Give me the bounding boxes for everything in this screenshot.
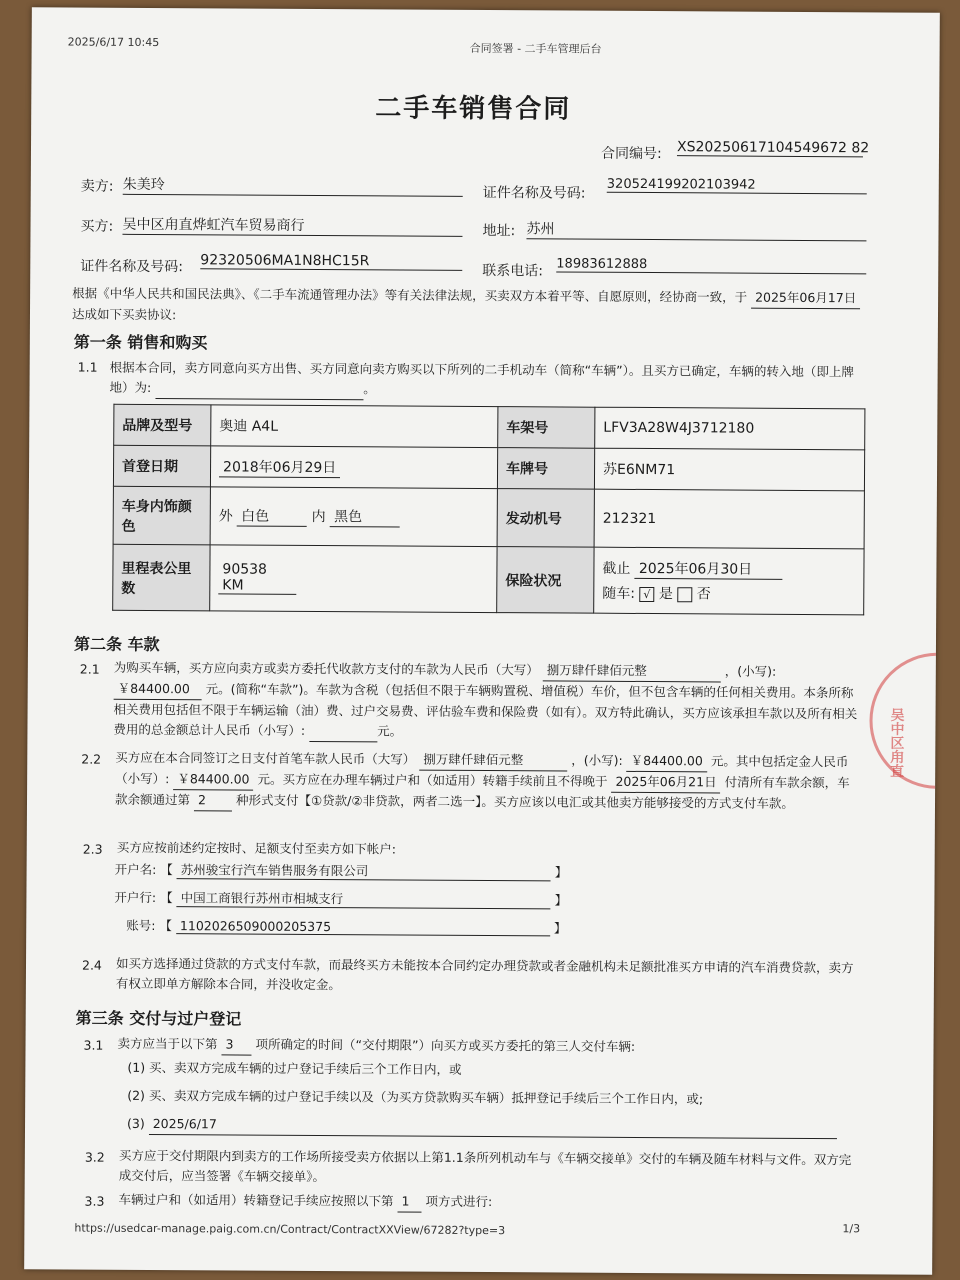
clause-2-1-b: ，(小写): [724, 663, 777, 679]
preamble-tail: 达成如下买卖协议: [71, 306, 177, 323]
buyer-phone-label: 联系电话: [482, 262, 544, 280]
clause-2-2-number: 2.2 [81, 751, 102, 767]
buyer-id-label: 证件名称及号码: [80, 258, 184, 276]
account-name: 苏州骏宝行汽车销售服务有限公司 [177, 860, 551, 881]
clause-2-1-end: 元。 [377, 723, 403, 739]
clause-2-1-lower: ￥84400.00 [114, 679, 202, 701]
clause-2-1-upper: 捌万肆仟肆佰元整 [543, 660, 721, 682]
article2-title: 第二条 车款 [73, 634, 160, 655]
clause-2-2-upper: 捌万肆仟肆佰元整 [419, 750, 567, 772]
clause-3-3-a: 车辆过户和（如适用）转籍登记手续应按照以下第 [118, 1191, 394, 1209]
clause-2-2-f: 种形式支付【①贷款/②非贷款，两者二选一】。买方应该以电汇或其他卖方能够接受的方式支付车款。 [235, 792, 794, 811]
engine-label: 发动机号 [497, 489, 594, 548]
delivery-item: 3 [221, 1034, 251, 1055]
account-number-rbracket: 】 [553, 920, 567, 936]
brand-label: 品牌及型号 [114, 404, 211, 446]
transfer-item: 1 [398, 1191, 422, 1212]
preamble [72, 283, 872, 329]
print-datetime: 2025/6/17 10:45 [67, 35, 160, 50]
yes-checkbox[interactable]: √ [639, 586, 654, 601]
account-name-lbracket: 【 [160, 862, 173, 878]
registration-place-blank [155, 378, 363, 400]
buyer-label: 买方: [80, 218, 114, 235]
article1-title: 第一条 销售和购买 [73, 332, 208, 353]
clause-3-3 [119, 1190, 493, 1213]
exterior-color: 白色 [237, 506, 307, 527]
page-number: 1/3 [842, 1222, 861, 1236]
contract-number: XS20250617104549672 82 [676, 139, 870, 157]
registration-date-cell [210, 446, 497, 489]
insurance-until-label: 截止 [602, 560, 631, 577]
plate-label: 车牌号 [497, 448, 594, 490]
clause-3-2-number: 3.2 [84, 1149, 105, 1165]
clause-1-1 [109, 358, 869, 404]
no-checkbox[interactable] [677, 587, 692, 602]
clause-3-1-number: 3.1 [83, 1037, 104, 1053]
bank-label: 开户行: [114, 889, 157, 906]
clause-2-2-d: 元。买方应在办理车辆过户和（如适用）转籍手续前且不得晚于 [257, 771, 608, 789]
delivery-option-3-date: 2025/6/17 [149, 1114, 837, 1139]
buyer-address-label: 地址: [482, 222, 516, 240]
bank-name: 中国工商银行苏州市相城支行 [177, 888, 551, 909]
account-number: 1102026509000205375 [176, 918, 550, 936]
delivery-option-3-label: (3) [127, 1115, 145, 1131]
insurance-until: 2025年06月30日 [635, 558, 783, 580]
clause-1-1-text: 根据本合同，卖方同意向买方出售、买方同意向卖方购买以下所列的二手机动车（简称“车辆”）。且买方已确定，车辆的转入地（即上牌地）为: [109, 359, 854, 395]
vin-label: 车架号 [498, 407, 595, 449]
clause-2-1-c: 元。(简称“车款”)。车款为含税（包括但不限于车辆购置税、增值税）车价，但不包含车辆的任何相关费用。本条所称相关费用包括但不限于车辆运输（油）费、过户交易费、评估验车费和保险费（如有）。双方特此确认，买方应该承担车款以及所有相关费用的总金额总计人民币（小写）: [113, 681, 858, 738]
clause-2-2-lower: ￥84400.00 [627, 751, 707, 772]
color-label: 车身内饰颜色 [113, 486, 210, 545]
clause-2-2-a: 买方应在本合同签订之日支付首笔车款人民币（大写） [115, 749, 416, 767]
clause-1-1-number: 1.1 [77, 359, 98, 375]
seal-text: 吴中区甪直 [888, 707, 905, 778]
clause-3-1 [117, 1034, 635, 1058]
vehicle-table [112, 404, 865, 616]
clause-3-2-text: 买方应于交付期限内到卖方的工作场所接受卖方依据以上第1.1条所列机动车与《车辆交接单》交付的车辆及随车材料与文件。双方完成交付后，应当签署《车辆交接单》。 [118, 1147, 852, 1185]
company-seal [869, 652, 940, 789]
article3-title: 第三条 交付与过户登记 [75, 1008, 242, 1029]
clause-3-3-b: 项方式进行: [425, 1193, 493, 1210]
clause-2-1 [113, 658, 861, 746]
registration-date-value: 2018年06月29日 [219, 456, 340, 478]
clause-2-1-a: 为购买车辆，买方应向卖方或卖方委托代收款方支付的车款为人民币（大写） [113, 659, 539, 678]
account-number-row [126, 916, 566, 937]
document-title: 二手车销售合同 [375, 93, 572, 125]
account-name-row [115, 860, 568, 882]
clause-2-3-text: 买方应按前述约定按时、足额支付至卖方如下帐户: [116, 839, 396, 857]
clause-3-3-number: 3.3 [84, 1193, 105, 1209]
bank-lbracket: 【 [160, 890, 173, 906]
contract-number-label: 合同编号: [600, 145, 662, 163]
registration-date-label: 首登日期 [113, 445, 210, 487]
seller-id: 320524199202103942 [607, 177, 867, 195]
print-page-title: 合同签署 - 二手车管理后台 [469, 41, 602, 56]
clause-2-3-number: 2.3 [82, 841, 103, 857]
buyer-id: 92320506MA1N8HC15R [200, 252, 462, 271]
clause-2-2 [115, 748, 861, 816]
mileage-label: 里程表公里数 [113, 544, 210, 611]
clause-2-2-b: ，(小写): [571, 752, 623, 768]
account-name-label: 开户名: [114, 861, 157, 878]
brand-value: 奥迪 A4L [211, 405, 498, 448]
balance-deadline: 2025年06月21日 [611, 772, 720, 794]
total-amount-blank [309, 721, 377, 742]
clause-2-2-c: 元。其中包括定金人民币（小写）: [115, 753, 849, 787]
account-name-rbracket: 】 [554, 864, 568, 880]
contract-page [24, 7, 940, 1275]
buyer-name: 吴中区甪直烨虹汽车贸易商行 [122, 214, 462, 237]
exterior-label: 外 [218, 508, 233, 525]
with-car-label: 随车: [602, 585, 636, 602]
deposit-amount: ￥84400.00 [173, 769, 253, 790]
seller-name: 朱美玲 [123, 174, 463, 197]
account-number-lbracket: 【 [159, 918, 173, 934]
clause-2-4-number: 2.4 [81, 957, 102, 973]
no-label: 否 [696, 586, 711, 603]
buyer-phone: 18983612888 [556, 256, 866, 274]
clause-1-1-end: 。 [363, 381, 376, 397]
clause-2-2-e: 付清所有车款余额，车款余额通过第 [114, 774, 850, 808]
mileage-value: 90538 KM [218, 561, 296, 594]
payment-method: 2 [194, 790, 232, 811]
engine-value: 212321 [594, 489, 864, 549]
interior-label: 内 [311, 508, 326, 526]
clause-2-4-text: 如买方选择通过贷款的方式支付车款，而最终买方未能按本合同约定办理贷款或者金融机构未足额批准买方申请的汽车消费贷款，卖方有权立即单方解除本合同，并没收定金。 [115, 955, 854, 993]
bank-row [114, 888, 567, 910]
buyer-address: 苏州 [526, 218, 866, 241]
yes-label: 是 [658, 586, 673, 603]
insurance-cell [594, 547, 864, 615]
preamble-text: 根据《中华人民共和国民法典》、《二手车流通管理办法》等有关法律法规，买卖双方本着平等、自愿原则，经协商一致，于 [72, 285, 748, 305]
delivery-option-2: (2) 买、卖双方完成车辆的过户登记手续以及（为买方贷款购买车辆）抵押登记手续后三个工作日内，或; [127, 1087, 704, 1107]
delivery-option-3 [127, 1114, 837, 1139]
bank-rbracket: 】 [554, 892, 568, 908]
clause-3-1-b: 项所确定的时间（“交付期限”）向买方或买方委托的第三人交付车辆: [255, 1036, 636, 1054]
clause-3-1-a: 卖方应当于以下第 [117, 1035, 218, 1052]
color-cell [210, 487, 497, 547]
preamble-date: 2025年06月17日 [751, 288, 860, 310]
plate-value: 苏E6NM71 [594, 448, 864, 491]
vin-value: LFV3A28W4J3712180 [595, 407, 865, 450]
clause-2-1-number: 2.1 [79, 661, 100, 677]
print-url: https://usedcar-manage.paig.com.cn/Contract/ContractXXView/67282?type=3 [74, 1221, 506, 1238]
account-number-label: 账号: [126, 917, 156, 934]
insurance-label: 保险状况 [497, 547, 594, 614]
mileage-cell [210, 545, 497, 613]
seller-label: 卖方: [80, 178, 114, 195]
interior-color: 黑色 [330, 506, 400, 527]
seller-id-label: 证件名称及号码: [482, 184, 586, 202]
delivery-option-1: (1) 买、卖双方完成车辆的过户登记手续后三个工作日内，或 [127, 1059, 462, 1077]
